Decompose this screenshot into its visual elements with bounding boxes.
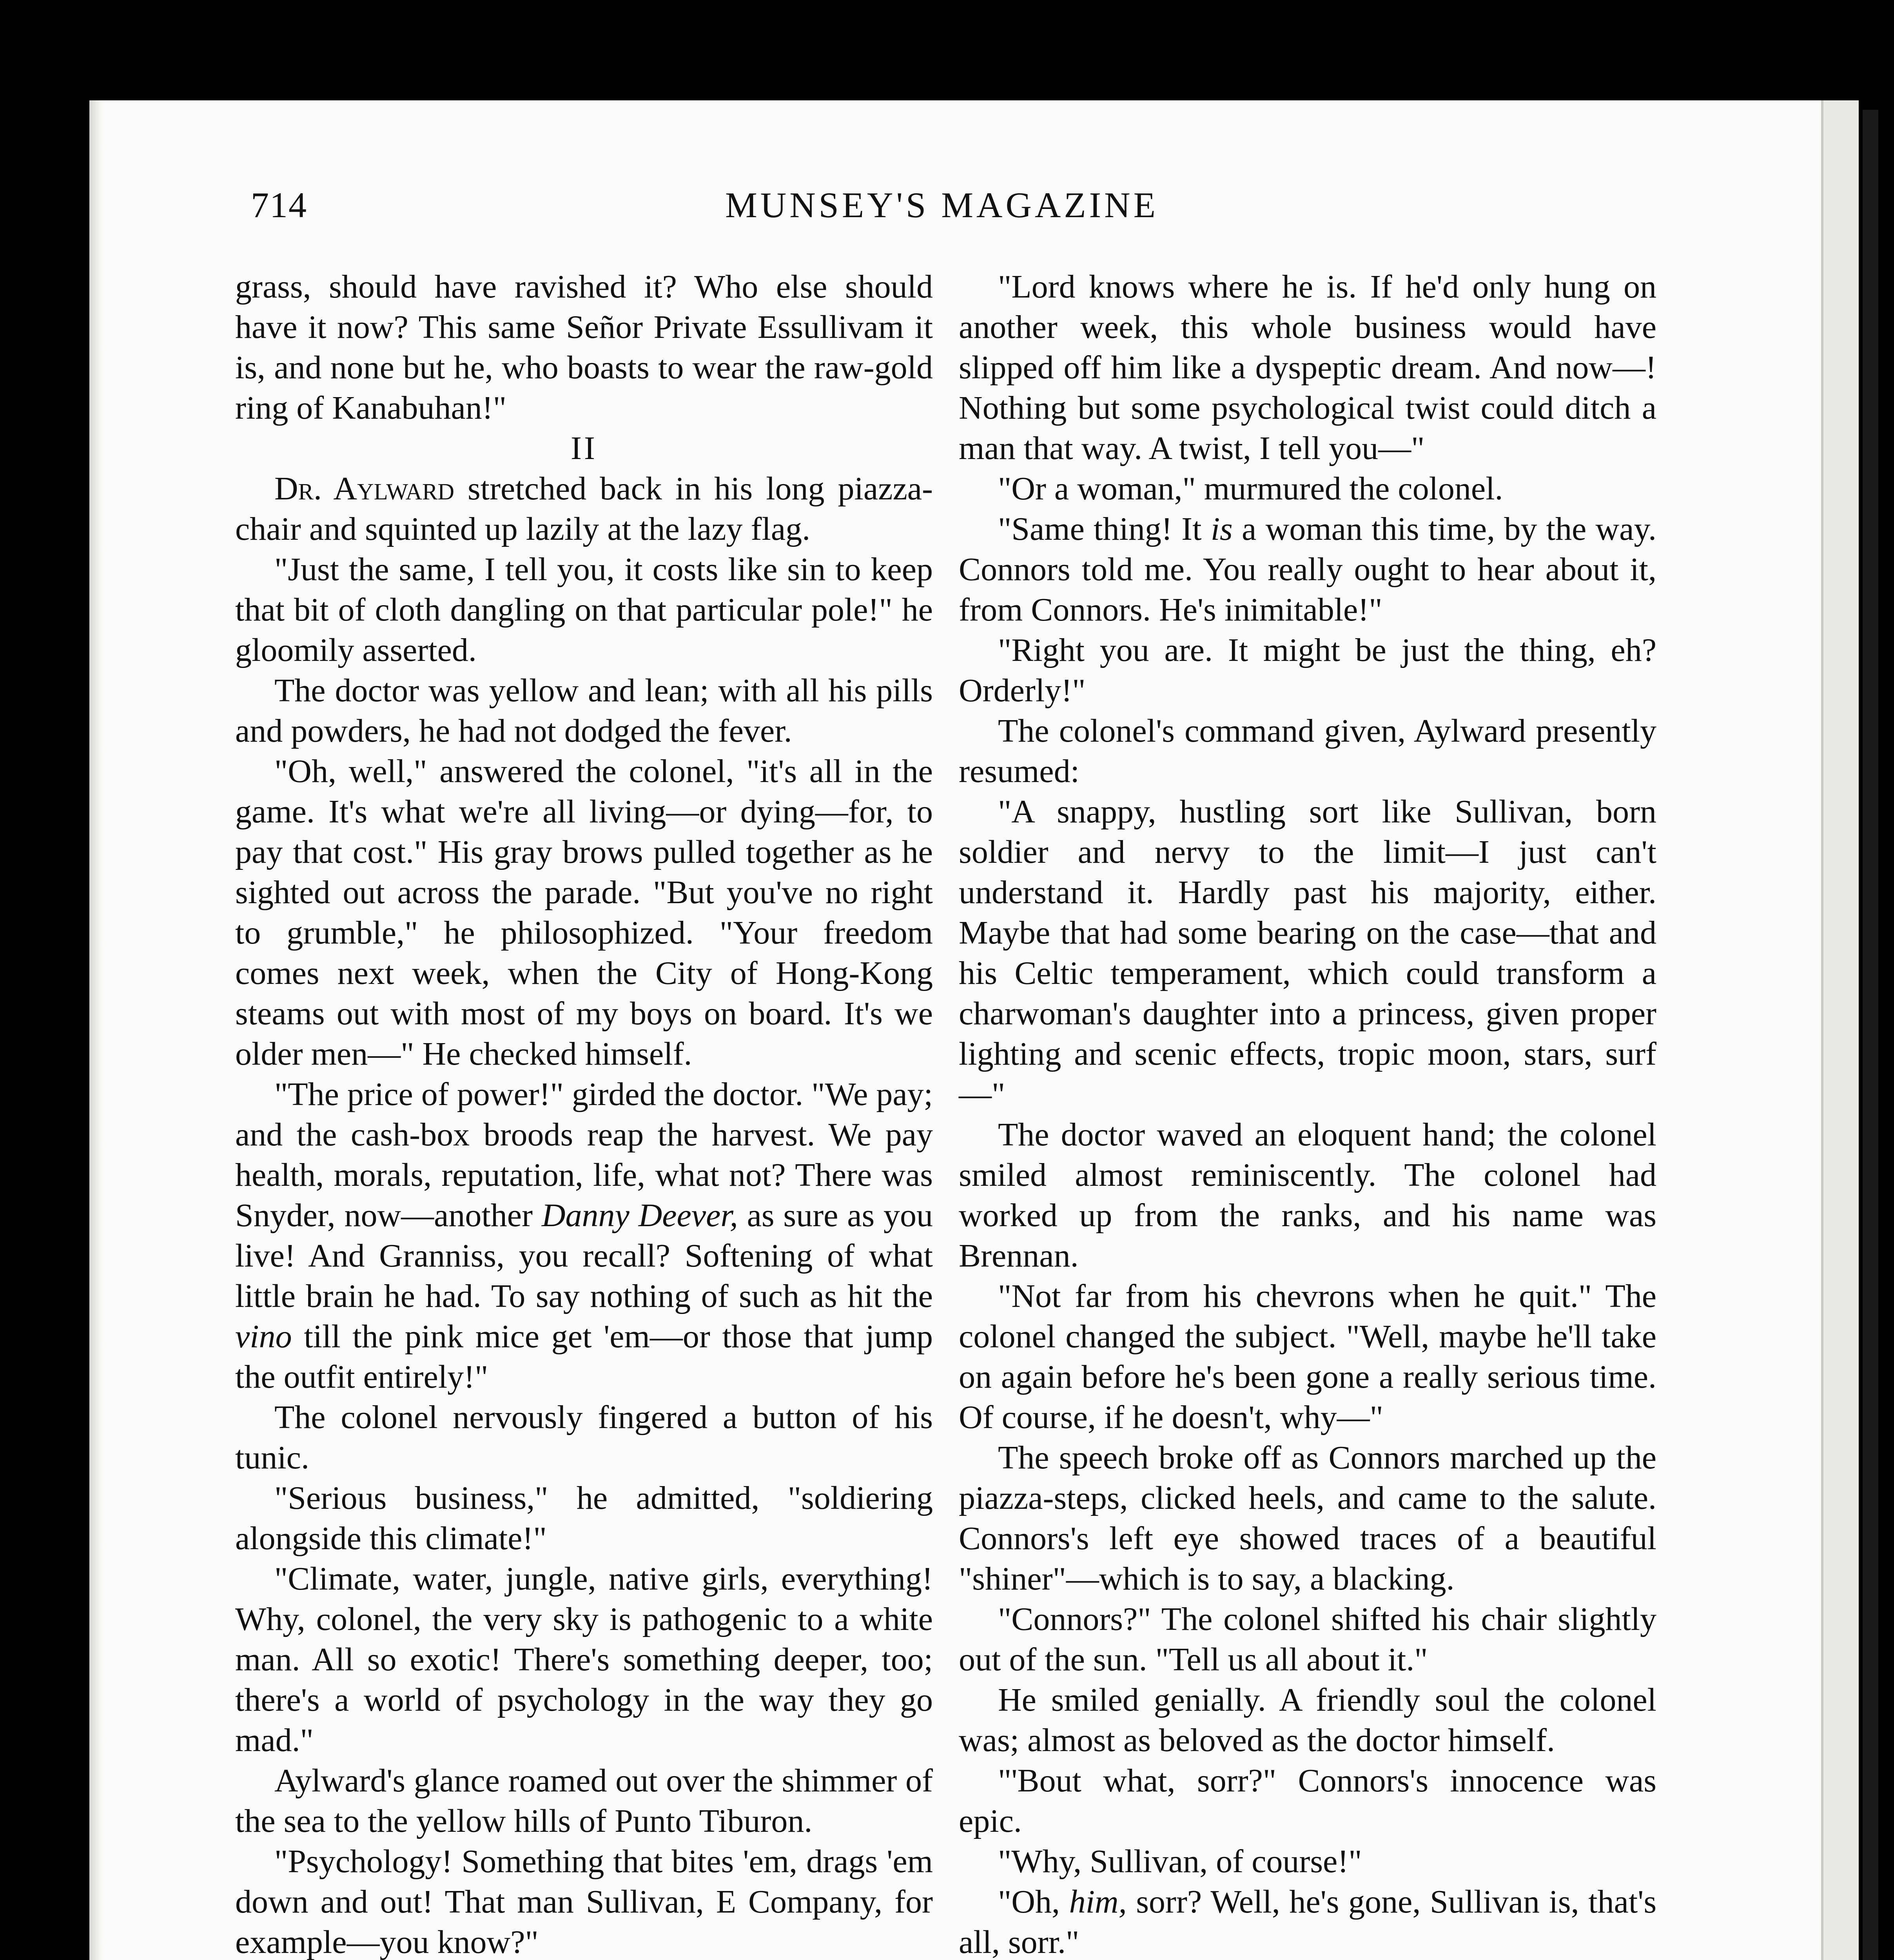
paragraph: "Lord knows where he is. If he'd only hung on another week, this whole business would have slipped off him like a dyspeptic dream. And now—! Nothing but some psychological twist could ditch a man that way. A twist, I tell you—" — [959, 269, 1656, 466]
paragraph: "Connors?" The colonel shifted his chair slightly out of the sun. "Tell us all about it." — [959, 1601, 1656, 1678]
paragraph-text: till the pink mice get 'em—or those that jump the outfit entirely!" — [235, 1318, 933, 1395]
italic-text: is — [1210, 511, 1233, 547]
paragraph: "Climate, water, jungle, native girls, everything! Why, colonel, the very sky is pathogenic to a white man. All so exotic! There's something deeper, too; there's a world of psychology in the way they go mad." — [235, 1561, 933, 1759]
paragraph — [959, 1882, 1656, 1960]
paragraph: The colonel nervously fingered a button of his tunic. — [235, 1399, 933, 1476]
paragraph: "Why, Sullivan, of course!" — [998, 1843, 1362, 1880]
paragraph-text: "Same thing! It — [998, 511, 1211, 547]
paragraph: Aylward's glance roamed out over the shimmer of the sea to the yellow hills of Punto Tiburon. — [235, 1762, 933, 1839]
page-left-edge — [89, 100, 103, 1960]
paragraph — [959, 509, 1656, 630]
section-number: II — [571, 430, 597, 466]
page-number: 714 — [251, 185, 307, 225]
paragraph — [235, 1074, 933, 1397]
left-column — [235, 267, 933, 1960]
page-gutter — [1863, 110, 1878, 1960]
right-column — [959, 267, 1656, 1960]
paragraph: The speech broke off as Connors marched up the piazza-steps, clicked heels, and came to the salute. Connors's left eye showed traces of a beautiful "shiner"—which is to say, a blacking. — [959, 1439, 1656, 1597]
paragraph-text: "The price of power!" girded the doctor. "We pay; and the cash-box broods reap the harvest. We pay health, morals, reputation, life, what not? There was Snyder, now—another — [235, 1076, 933, 1234]
paragraph: He smiled genially. A friendly soul the colonel was; almost as beloved as the doctor himself. — [959, 1682, 1656, 1759]
paragraph: "Serious business," he admitted, "soldiering alongside this climate!" — [235, 1480, 933, 1557]
paragraph-text: "Oh, — [998, 1884, 1069, 1920]
running-title: MUNSEY'S MAGAZINE — [725, 185, 1159, 225]
paragraph: "Not far from his chevrons when he quit." The colonel changed the subject. "Well, maybe he'll take on again before he's been gone a really serious time. Of course, if he doesn't, why—" — [959, 1278, 1656, 1436]
paragraph: "Psychology! Something that bites 'em, drags 'em down and out! That man Sullivan, E Company, for example—you know?" — [235, 1843, 933, 1960]
paragraph: grass, should have ravished it? Who else should have it now? This same Señor Private Essullivam it is, and none but he, who boasts to wear the raw-gold ring of Kanabuhan!" — [235, 269, 933, 426]
paragraph: The doctor waved an eloquent hand; the colonel smiled almost reminiscently. The colonel had worked up from the ranks, and his name was Brennan. — [959, 1116, 1656, 1274]
page-header — [251, 184, 1646, 231]
name-smallcaps: Dr. Aylward — [274, 470, 455, 507]
paragraph-text: a woman this time, by the way. Connors told me. You really ought to hear about it, from Connors. He's inimitable!" — [959, 511, 1656, 628]
paragraph: The doctor was yellow and lean; with all his pills and powders, he had not dodged the fever. — [235, 672, 933, 749]
paragraph: "Oh, well," answered the colonel, "it's all in the game. It's what we're all living—or dying—for, to pay that cost." His gray brows pulled together as he sighted out across the parade. "But you've no right to grumble," he philosophized. "Your freedom comes next week, when the City of Hong-Kong steams out with most of my boys on board. It's we older men—" He checked himself. — [235, 753, 933, 1072]
italic-text: Danny Deever, — [541, 1197, 738, 1234]
paragraph-text: as sure as you live! And Granniss, you recall? Softening of what little brain he had. To say nothing of such as hit the — [235, 1197, 933, 1314]
italic-text: him, — [1069, 1884, 1127, 1920]
paragraph: The colonel's command given, Aylward presently resumed: — [959, 713, 1656, 789]
paragraph: "Just the same, I tell you, it costs like sin to keep that bit of cloth dangling on that particular pole!" he gloomily asserted. — [235, 551, 933, 668]
paragraph: "Right you are. It might be just the thing, eh? Orderly!" — [959, 632, 1656, 709]
paragraph: "'Bout what, sorr?" Connors's innocence was epic. — [959, 1762, 1656, 1839]
paragraph-text: stretched back in his long piazza-chair and squinted up lazily at the lazy flag. — [235, 470, 933, 547]
paragraph — [235, 468, 933, 549]
italic-text: vino — [235, 1318, 292, 1355]
paragraph: "Or a woman," murmured the colonel. — [998, 470, 1503, 507]
paragraph-text: sorr? Well, he's gone, Sullivan is, that's all, sorr." — [959, 1884, 1657, 1960]
paragraph: "A snappy, hustling sort like Sullivan, born soldier and nervy to the limit—I just can't understand it. Hardly past his majority, either. Maybe that had some bearing on the case—that and his Celtic temperament, which could transform a charwoman's daughter into a princess, given proper lighting and scenic effects, tropic moon, stars, surf—" — [959, 793, 1656, 1112]
page-right-edge — [1821, 100, 1859, 1960]
